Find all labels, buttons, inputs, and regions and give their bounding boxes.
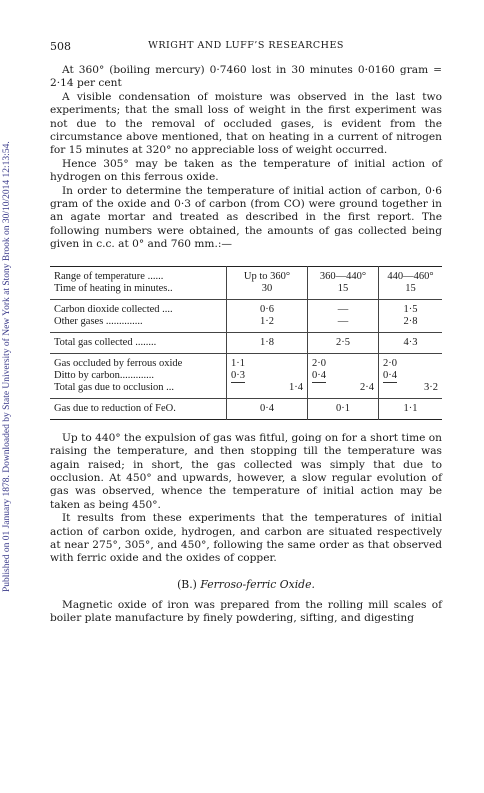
section-label: (B.) — [177, 577, 197, 591]
table-row: Other gases .............. 1·2 — 2·8 — [50, 316, 442, 333]
paragraph-magnetic-oxide: Magnetic oxide of iron was prepared from the rolling mill scales of boiler plate manufacture by finely powdering, sifting, and digesting — [50, 598, 442, 625]
table-row: Time of heating in minutes.. 30 15 15 — [50, 283, 442, 300]
paragraph-expulsion: Up to 440° the expulsion of gas was fitful, going on for a short time on raising the temperature, and then stopping till the temperature was again raised; in short, the gas collected was simply that due to occlusion. At 450° and upwards, however, a slow regular evolution of gas was observed, whence the temperature of initial action may be taken as being 450°. — [50, 431, 442, 511]
gas-data-table — [50, 266, 442, 420]
table-row: Gas occluded by ferrous oxide 1·1 2·0 2·0 — [50, 353, 442, 370]
page-body — [50, 40, 442, 626]
paragraph-condensation: A visible condensation of moisture was observed in the last two experiments; that the small loss of weight in the first experiment was not due to the removal of occluded gases, is evident from the circumstance above mentioned, that on heating in a current of nitrogen for 15 minutes at 320° no appreciable loss of weight occurred. — [50, 90, 442, 157]
paragraph-mercury: At 360° (boiling mercury) 0·7460 lost in 30 minutes 0·0160 gram = 2·14 per cent — [50, 64, 442, 90]
paragraph-hydrogen: Hence 305° may be taken as the temperature of initial action of hydrogen on this ferrous oxide. — [50, 157, 442, 184]
running-title: WRIGHT AND LUFF’S RESEARCHES — [148, 40, 344, 51]
table-row: Carbon dioxide collected .... 0·6 — 1·5 — [50, 299, 442, 316]
paragraph-results: It results from these experiments that the temperatures of initial action of carbon oxide, hydrogen, and carbon are situated respectively at near 275°, 305°, and 450°, following the same order as that observed with ferric oxide and the oxides of copper. — [50, 512, 442, 565]
download-watermark: Published on 01 January 1878. Downloaded by State University of New York at Stony Brook on 30/10/2014 12:13:54. — [2, 141, 12, 592]
paragraph-carbon-method: In order to determine the temperature of initial action of carbon, 0·6 gram of the oxide and 0·3 of carbon (from CO) were ground together in an agate mortar and treated as described in the first report. The following numbers were obtained, the amounts of gas collected being given in c.c. at 0° and 760 mm.:— — [50, 184, 442, 251]
table-row: Total gas due to occlusion ... 1·4 2·4 3·2 — [50, 382, 442, 399]
section-title: Ferroso-ferric Oxide. — [200, 577, 315, 591]
running-header — [50, 40, 442, 56]
section-heading — [50, 578, 442, 591]
table-row: Total gas collected ........ 1·8 2·5 4·3 — [50, 332, 442, 353]
page-number: 508 — [50, 40, 71, 53]
table-row: Gas due to reduction of FeO. 0·4 0·1 1·1 — [50, 398, 442, 419]
table-row: Ditto by carbon............. 0·3 0·4 0·4 — [50, 370, 442, 382]
table-row: Range of temperature ...... Up to 360° 360—440° 440—460° — [50, 266, 442, 283]
